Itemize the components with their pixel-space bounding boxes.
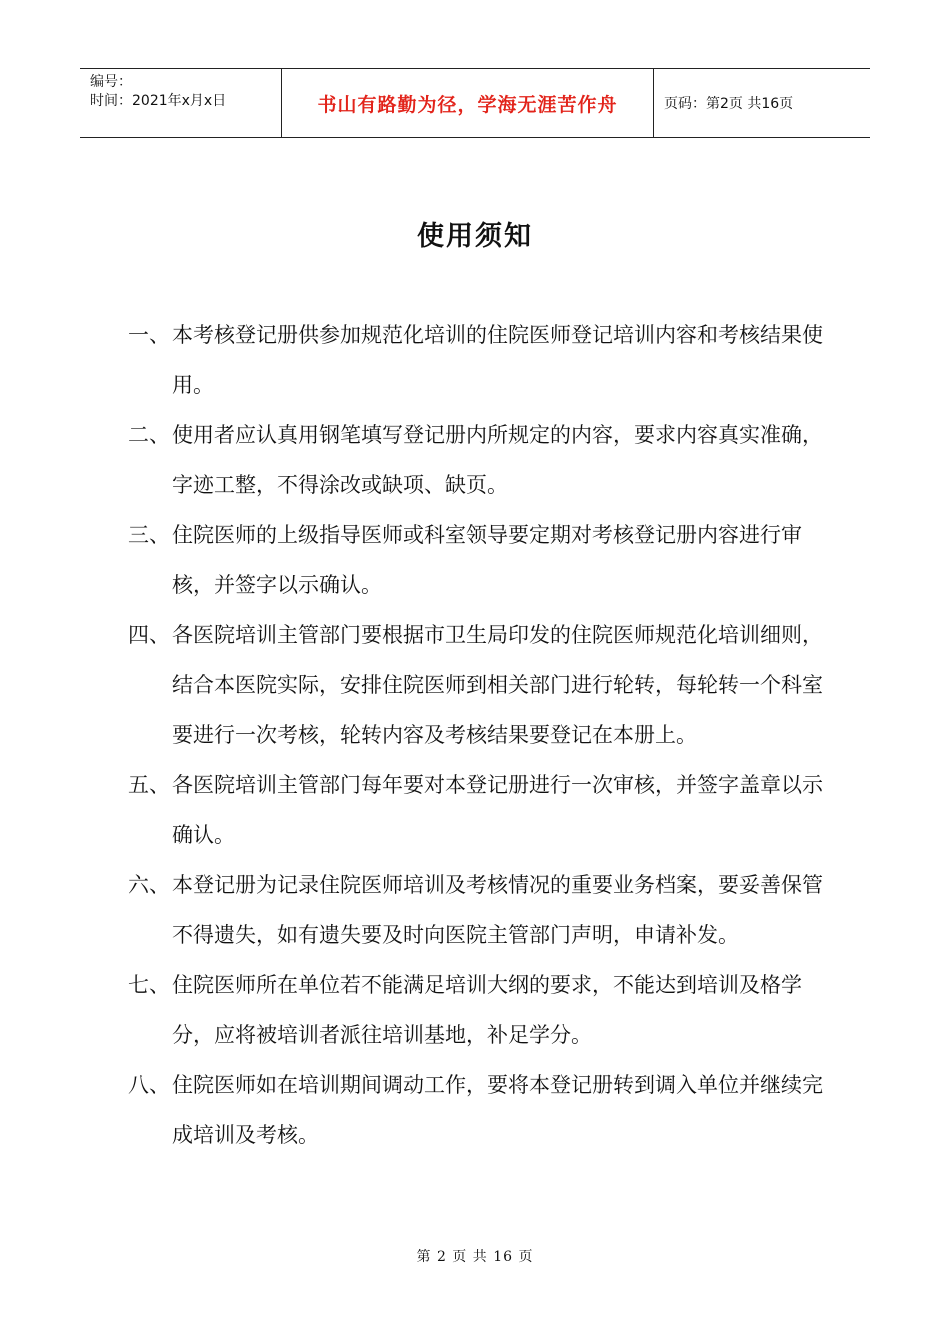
header-motto: 书山有路勤为径，学海无涯苦作舟 [282,69,654,137]
page-footer: 第 2 页 共 16 页 [416,1249,534,1265]
page-header [80,68,870,138]
note-item [128,510,828,610]
notes-list [128,310,828,1160]
time-label: 时间：2021年x月x日 [90,93,227,109]
note-item [128,410,828,510]
note-text: 本登记册为记录住院医师培训及考核情况的重要业务档案，要妥善保管不得遗失，如有遗失要及时向医院主管部门声明，申请补发。 [172,873,823,947]
note-text: 住院医师所在单位若不能满足培训大纲的要求，不能达到培训及格学分，应将被培训者派往培训基地，补足学分。 [172,973,802,1047]
code-label: 编号： [90,74,132,90]
note-number: 八、 [128,1073,170,1097]
note-number: 五、 [128,773,170,797]
note-item [128,860,828,960]
note-number: 四、 [128,623,170,647]
note-number: 三、 [128,523,170,547]
note-number: 二、 [128,423,170,447]
note-number: 七、 [128,973,170,997]
note-item [128,760,828,860]
note-item [128,960,828,1060]
note-text: 各医院培训主管部门要根据市卫生局印发的住院医师规范化培训细则，结合本医院实际，安排住院医师到相关部门进行轮转，每轮转一个科室要进行一次考核，轮转内容及考核结果要登记在本册上。 [172,623,823,747]
header-meta [80,69,282,137]
note-text: 各医院培训主管部门每年要对本登记册进行一次审核，并签字盖章以示确认。 [172,773,823,847]
note-number: 一、 [128,323,170,347]
note-text: 使用者应认真用钢笔填写登记册内所规定的内容，要求内容真实准确，字迹工整，不得涂改或缺项、缺页。 [172,423,823,497]
note-item [128,310,828,410]
note-text: 住院医师的上级指导医师或科室领导要定期对考核登记册内容进行审核，并签字以示确认。 [172,523,802,597]
page-title: 使用须知 [417,221,533,252]
note-item [128,610,828,760]
note-number: 六、 [128,873,170,897]
note-text: 住院医师如在培训期间调动工作，要将本登记册转到调入单位并继续完成培训及考核。 [172,1073,823,1147]
note-item [128,1060,828,1160]
note-text: 本考核登记册供参加规范化培训的住院医师登记培训内容和考核结果使用。 [172,323,823,397]
header-page-info: 页码：第2页 共16页 [664,96,794,112]
